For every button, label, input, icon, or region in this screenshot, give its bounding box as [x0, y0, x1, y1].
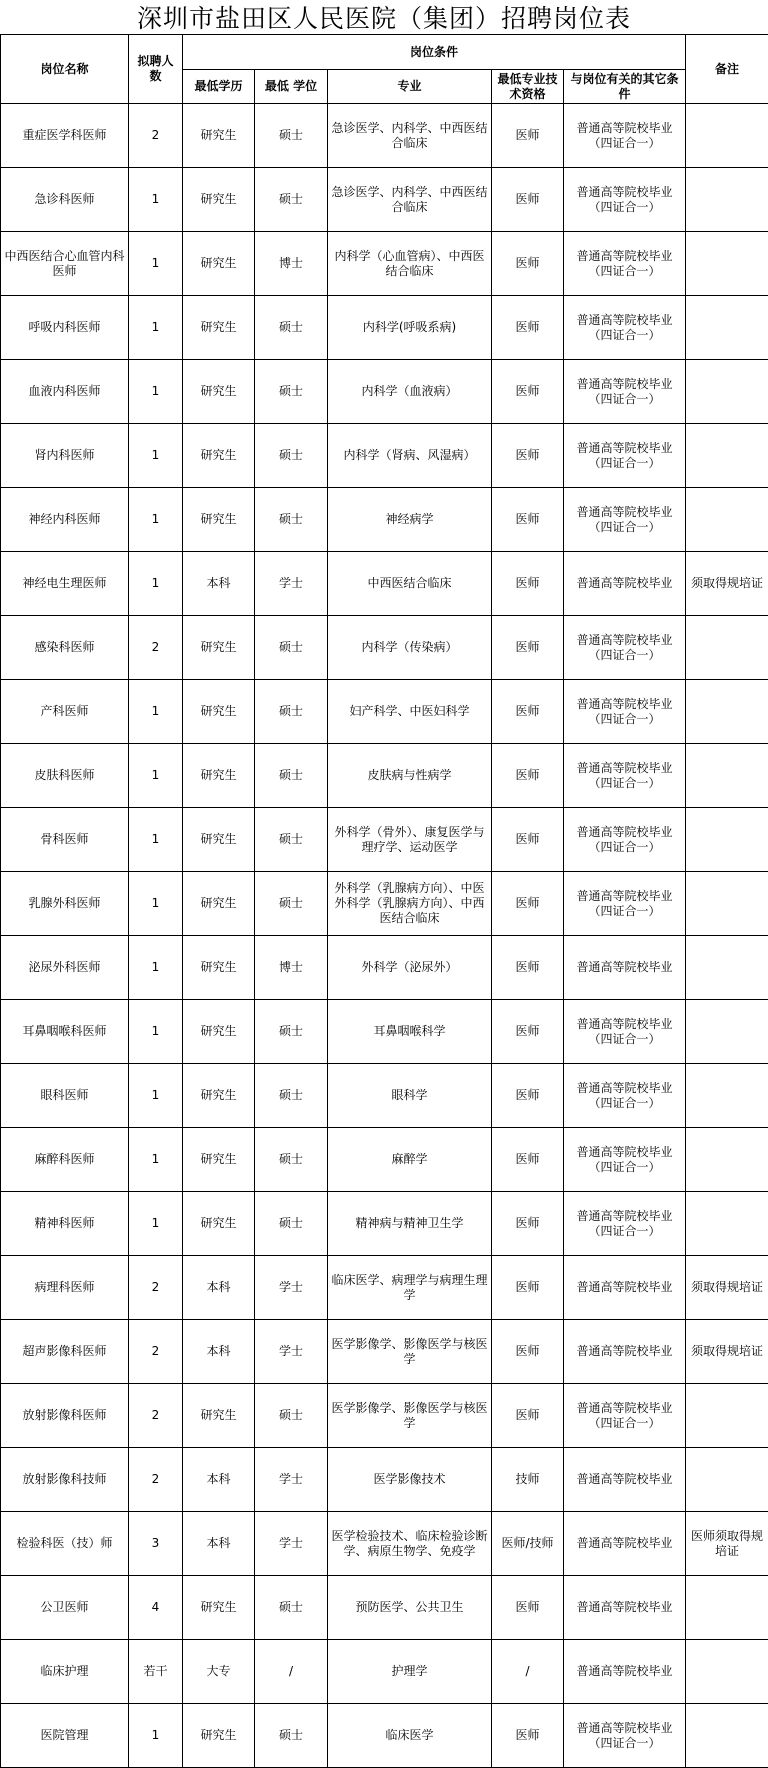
- cell-count: 1: [129, 1192, 183, 1256]
- cell-count: 2: [129, 1256, 183, 1320]
- cell-qualification: 医师: [492, 488, 564, 552]
- cell-degree: 博士: [255, 232, 328, 296]
- cell-major: 内科学（传染病）: [328, 616, 492, 680]
- cell-other: 普通高等院校毕业（四证合一）: [564, 744, 686, 808]
- cell-major: 内科学（心血管病）、中西医结合临床: [328, 232, 492, 296]
- cell-degree: 硕士: [255, 1576, 328, 1640]
- cell-degree: 硕士: [255, 1064, 328, 1128]
- cell-other: 普通高等院校毕业（四证合一）: [564, 424, 686, 488]
- page-title: 深圳市盐田区人民医院（集团）招聘岗位表: [0, 0, 768, 34]
- cell-remark: [686, 168, 768, 232]
- cell-count: 2: [129, 1320, 183, 1384]
- cell-education: 研究生: [183, 296, 255, 360]
- cell-degree: 硕士: [255, 360, 328, 424]
- cell-qualification: 医师: [492, 1128, 564, 1192]
- cell-remark: [686, 1064, 768, 1128]
- cell-degree: 学士: [255, 1512, 328, 1576]
- cell-count: 1: [129, 872, 183, 936]
- cell-remark: [686, 232, 768, 296]
- table-row: [1, 1064, 768, 1128]
- table-row: [1, 744, 768, 808]
- cell-remark: [686, 1448, 768, 1512]
- cell-other: 普通高等院校毕业（四证合一）: [564, 232, 686, 296]
- cell-other: 普通高等院校毕业: [564, 1512, 686, 1576]
- table-row: [1, 296, 768, 360]
- cell-count: 1: [129, 680, 183, 744]
- cell-major: 临床医学: [328, 1704, 492, 1768]
- cell-qualification: 医师: [492, 1256, 564, 1320]
- cell-education: 研究生: [183, 744, 255, 808]
- header-education: 最低学历: [183, 70, 255, 104]
- cell-degree: 硕士: [255, 680, 328, 744]
- cell-qualification: 医师: [492, 1576, 564, 1640]
- cell-position: 放射影像科医师: [1, 1384, 129, 1448]
- cell-major: 妇产科学、中医妇科学: [328, 680, 492, 744]
- cell-other: 普通高等院校毕业（四证合一）: [564, 1000, 686, 1064]
- cell-position: 临床护理: [1, 1640, 129, 1704]
- cell-qualification: 医师: [492, 680, 564, 744]
- cell-education: 研究生: [183, 360, 255, 424]
- cell-count: 1: [129, 488, 183, 552]
- cell-education: 研究生: [183, 936, 255, 1000]
- cell-degree: 硕士: [255, 1000, 328, 1064]
- cell-remark: [686, 360, 768, 424]
- header-position: 岗位名称: [1, 35, 129, 104]
- cell-count: 2: [129, 616, 183, 680]
- cell-count: 1: [129, 296, 183, 360]
- cell-education: 研究生: [183, 616, 255, 680]
- cell-remark: [686, 424, 768, 488]
- header-other: 与岗位有关的其它条件: [564, 70, 686, 104]
- cell-degree: 硕士: [255, 1704, 328, 1768]
- cell-major: 内科学（血液病）: [328, 360, 492, 424]
- cell-education: 本科: [183, 1512, 255, 1576]
- cell-degree: 硕士: [255, 488, 328, 552]
- cell-remark: [686, 488, 768, 552]
- cell-other: 普通高等院校毕业: [564, 936, 686, 1000]
- cell-count: 2: [129, 1384, 183, 1448]
- table-row: [1, 488, 768, 552]
- cell-remark: [686, 936, 768, 1000]
- table-row: [1, 1000, 768, 1064]
- table-row: [1, 680, 768, 744]
- cell-qualification: 医师: [492, 296, 564, 360]
- cell-other: 普通高等院校毕业（四证合一）: [564, 616, 686, 680]
- cell-other: 普通高等院校毕业（四证合一）: [564, 680, 686, 744]
- cell-remark: 须取得规培证: [686, 1256, 768, 1320]
- cell-other: 普通高等院校毕业（四证合一）: [564, 1384, 686, 1448]
- cell-count: 1: [129, 1128, 183, 1192]
- cell-education: 研究生: [183, 1000, 255, 1064]
- cell-education: 研究生: [183, 1704, 255, 1768]
- cell-major: 外科学（骨外）、康复医学与理疗学、运动医学: [328, 808, 492, 872]
- header-qualification: 最低专业技术资格: [492, 70, 564, 104]
- cell-count: 1: [129, 552, 183, 616]
- cell-degree: 学士: [255, 1448, 328, 1512]
- cell-position: 泌尿外科医师: [1, 936, 129, 1000]
- cell-qualification: 医师: [492, 168, 564, 232]
- cell-major: 医学影像技术: [328, 1448, 492, 1512]
- cell-count: 1: [129, 424, 183, 488]
- cell-position: 骨科医师: [1, 808, 129, 872]
- cell-major: 急诊医学、内科学、中西医结合临床: [328, 168, 492, 232]
- cell-remark: [686, 1384, 768, 1448]
- cell-degree: 硕士: [255, 1128, 328, 1192]
- cell-other: 普通高等院校毕业（四证合一）: [564, 488, 686, 552]
- cell-other: 普通高等院校毕业（四证合一）: [564, 808, 686, 872]
- cell-count: 1: [129, 1000, 183, 1064]
- cell-education: 研究生: [183, 680, 255, 744]
- table-row: [1, 1256, 768, 1320]
- cell-remark: [686, 1640, 768, 1704]
- cell-remark: [686, 872, 768, 936]
- cell-major: 急诊医学、内科学、中西医结合临床: [328, 104, 492, 168]
- cell-other: 普通高等院校毕业: [564, 1320, 686, 1384]
- cell-position: 呼吸内科医师: [1, 296, 129, 360]
- cell-education: 研究生: [183, 872, 255, 936]
- cell-position: 乳腺外科医师: [1, 872, 129, 936]
- cell-major: 预防医学、公共卫生: [328, 1576, 492, 1640]
- cell-count: 1: [129, 1704, 183, 1768]
- cell-degree: 硕士: [255, 104, 328, 168]
- cell-degree: 学士: [255, 1320, 328, 1384]
- cell-degree: 博士: [255, 936, 328, 1000]
- cell-remark: 须取得规培证: [686, 552, 768, 616]
- table-row: [1, 1512, 768, 1576]
- cell-position: 检验科医（技）师: [1, 1512, 129, 1576]
- cell-position: 血液内科医师: [1, 360, 129, 424]
- cell-remark: [686, 1128, 768, 1192]
- cell-qualification: 医师: [492, 616, 564, 680]
- cell-education: 本科: [183, 1320, 255, 1384]
- cell-major: 临床医学、病理学与病理生理学: [328, 1256, 492, 1320]
- cell-position: 眼科医师: [1, 1064, 129, 1128]
- cell-position: 皮肤科医师: [1, 744, 129, 808]
- cell-qualification: 医师: [492, 360, 564, 424]
- cell-count: 1: [129, 936, 183, 1000]
- cell-other: 普通高等院校毕业（四证合一）: [564, 296, 686, 360]
- cell-qualification: 医师: [492, 1384, 564, 1448]
- cell-position: 产科医师: [1, 680, 129, 744]
- cell-degree: 学士: [255, 1256, 328, 1320]
- cell-count: 3: [129, 1512, 183, 1576]
- cell-qualification: 医师: [492, 1320, 564, 1384]
- cell-education: 研究生: [183, 168, 255, 232]
- cell-degree: 硕士: [255, 872, 328, 936]
- cell-other: 普通高等院校毕业: [564, 1256, 686, 1320]
- cell-position: 公卫医师: [1, 1576, 129, 1640]
- cell-education: 研究生: [183, 104, 255, 168]
- cell-other: 普通高等院校毕业（四证合一）: [564, 1064, 686, 1128]
- cell-qualification: 技师: [492, 1448, 564, 1512]
- cell-remark: [686, 616, 768, 680]
- cell-major: 耳鼻咽喉科学: [328, 1000, 492, 1064]
- header-major: 专业: [328, 70, 492, 104]
- cell-remark: [686, 104, 768, 168]
- cell-qualification: 医师: [492, 104, 564, 168]
- table-row: [1, 1640, 768, 1704]
- cell-position: 肾内科医师: [1, 424, 129, 488]
- cell-count: 4: [129, 1576, 183, 1640]
- cell-remark: [686, 1576, 768, 1640]
- cell-major: 医学影像学、影像医学与核医学: [328, 1320, 492, 1384]
- cell-position: 耳鼻咽喉科医师: [1, 1000, 129, 1064]
- cell-major: 皮肤病与性病学: [328, 744, 492, 808]
- cell-count: 1: [129, 232, 183, 296]
- cell-remark: 须取得规培证: [686, 1320, 768, 1384]
- cell-qualification: 医师: [492, 808, 564, 872]
- cell-education: 研究生: [183, 232, 255, 296]
- cell-other: 普通高等院校毕业（四证合一）: [564, 872, 686, 936]
- cell-major: 外科学（乳腺病方向）、中医外科学（乳腺病方向）、中西医结合临床: [328, 872, 492, 936]
- table-row: [1, 872, 768, 936]
- cell-qualification: 医师: [492, 1000, 564, 1064]
- table-row: [1, 808, 768, 872]
- cell-major: 医学检验技术、临床检验诊断学、病原生物学、免疫学: [328, 1512, 492, 1576]
- header-conditions: 岗位条件: [183, 35, 686, 70]
- cell-other: 普通高等院校毕业: [564, 1448, 686, 1512]
- cell-degree: 硕士: [255, 808, 328, 872]
- cell-other: 普通高等院校毕业: [564, 552, 686, 616]
- table-row: [1, 104, 768, 168]
- cell-major: 眼科学: [328, 1064, 492, 1128]
- cell-major: 护理学: [328, 1640, 492, 1704]
- cell-degree: 硕士: [255, 744, 328, 808]
- cell-count: 2: [129, 1448, 183, 1512]
- cell-position: 麻醉科医师: [1, 1128, 129, 1192]
- cell-other: 普通高等院校毕业（四证合一）: [564, 1128, 686, 1192]
- table-row: [1, 424, 768, 488]
- cell-other: 普通高等院校毕业（四证合一）: [564, 1192, 686, 1256]
- cell-count: 1: [129, 744, 183, 808]
- cell-position: 中西医结合心血管内科医师: [1, 232, 129, 296]
- cell-remark: [686, 808, 768, 872]
- header-count: 拟聘人数: [129, 35, 183, 104]
- cell-qualification: 医师: [492, 936, 564, 1000]
- cell-major: 麻醉学: [328, 1128, 492, 1192]
- cell-major: 内科学（肾病、风湿病）: [328, 424, 492, 488]
- cell-degree: 硕士: [255, 424, 328, 488]
- cell-major: 医学影像学、影像医学与核医学: [328, 1384, 492, 1448]
- cell-qualification: 医师: [492, 872, 564, 936]
- table-row: [1, 936, 768, 1000]
- cell-education: 研究生: [183, 1576, 255, 1640]
- cell-education: 本科: [183, 552, 255, 616]
- table-row: [1, 1320, 768, 1384]
- cell-remark: [686, 680, 768, 744]
- table-row: [1, 1128, 768, 1192]
- cell-education: 研究生: [183, 488, 255, 552]
- cell-degree: 学士: [255, 552, 328, 616]
- cell-count: 1: [129, 168, 183, 232]
- table-body: [1, 104, 768, 1768]
- cell-remark: 医师须取得规培证: [686, 1512, 768, 1576]
- cell-major: 内科学(呼吸系病): [328, 296, 492, 360]
- table-row: [1, 1704, 768, 1768]
- table-row: [1, 168, 768, 232]
- cell-degree: /: [255, 1640, 328, 1704]
- cell-other: 普通高等院校毕业: [564, 1640, 686, 1704]
- cell-degree: 硕士: [255, 1384, 328, 1448]
- cell-qualification: 医师: [492, 744, 564, 808]
- cell-position: 超声影像科医师: [1, 1320, 129, 1384]
- cell-education: 研究生: [183, 1128, 255, 1192]
- table-row: [1, 1192, 768, 1256]
- cell-qualification: 医师: [492, 232, 564, 296]
- cell-count: 2: [129, 104, 183, 168]
- cell-major: 精神病与精神卫生学: [328, 1192, 492, 1256]
- cell-major: 神经病学: [328, 488, 492, 552]
- cell-major: 外科学（泌尿外）: [328, 936, 492, 1000]
- cell-count: 1: [129, 1064, 183, 1128]
- cell-remark: [686, 1704, 768, 1768]
- cell-other: 普通高等院校毕业（四证合一）: [564, 104, 686, 168]
- cell-education: 大专: [183, 1640, 255, 1704]
- table-row: [1, 360, 768, 424]
- table-row: [1, 552, 768, 616]
- cell-degree: 硕士: [255, 168, 328, 232]
- cell-qualification: 医师: [492, 1064, 564, 1128]
- cell-remark: [686, 1192, 768, 1256]
- cell-education: 研究生: [183, 424, 255, 488]
- cell-other: 普通高等院校毕业（四证合一）: [564, 1704, 686, 1768]
- cell-other: 普通高等院校毕业（四证合一）: [564, 168, 686, 232]
- cell-qualification: /: [492, 1640, 564, 1704]
- cell-qualification: 医师: [492, 1704, 564, 1768]
- cell-degree: 硕士: [255, 616, 328, 680]
- cell-qualification: 医师/技师: [492, 1512, 564, 1576]
- cell-remark: [686, 296, 768, 360]
- table-row: [1, 1384, 768, 1448]
- cell-remark: [686, 744, 768, 808]
- cell-qualification: 医师: [492, 552, 564, 616]
- cell-degree: 硕士: [255, 296, 328, 360]
- table-row: [1, 616, 768, 680]
- cell-other: 普通高等院校毕业: [564, 1576, 686, 1640]
- cell-count: 若干: [129, 1640, 183, 1704]
- table-row: [1, 232, 768, 296]
- cell-education: 研究生: [183, 1192, 255, 1256]
- cell-position: 精神科医师: [1, 1192, 129, 1256]
- cell-qualification: 医师: [492, 424, 564, 488]
- cell-position: 神经内科医师: [1, 488, 129, 552]
- cell-remark: [686, 1000, 768, 1064]
- cell-education: 研究生: [183, 1384, 255, 1448]
- cell-degree: 硕士: [255, 1192, 328, 1256]
- cell-count: 1: [129, 360, 183, 424]
- cell-education: 研究生: [183, 808, 255, 872]
- cell-position: 感染科医师: [1, 616, 129, 680]
- cell-other: 普通高等院校毕业（四证合一）: [564, 360, 686, 424]
- cell-education: 研究生: [183, 1064, 255, 1128]
- cell-education: 本科: [183, 1448, 255, 1512]
- cell-count: 1: [129, 808, 183, 872]
- cell-qualification: 医师: [492, 1192, 564, 1256]
- cell-position: 重症医学科医师: [1, 104, 129, 168]
- cell-position: 病理科医师: [1, 1256, 129, 1320]
- cell-position: 医院管理: [1, 1704, 129, 1768]
- cell-education: 本科: [183, 1256, 255, 1320]
- cell-position: 放射影像科技师: [1, 1448, 129, 1512]
- table-row: [1, 1448, 768, 1512]
- cell-position: 神经电生理医师: [1, 552, 129, 616]
- table-row: [1, 1576, 768, 1640]
- recruitment-table: [0, 34, 768, 1768]
- cell-major: 中西医结合临床: [328, 552, 492, 616]
- header-degree: 最低 学位: [255, 70, 328, 104]
- header-remark: 备注: [686, 35, 768, 104]
- cell-position: 急诊科医师: [1, 168, 129, 232]
